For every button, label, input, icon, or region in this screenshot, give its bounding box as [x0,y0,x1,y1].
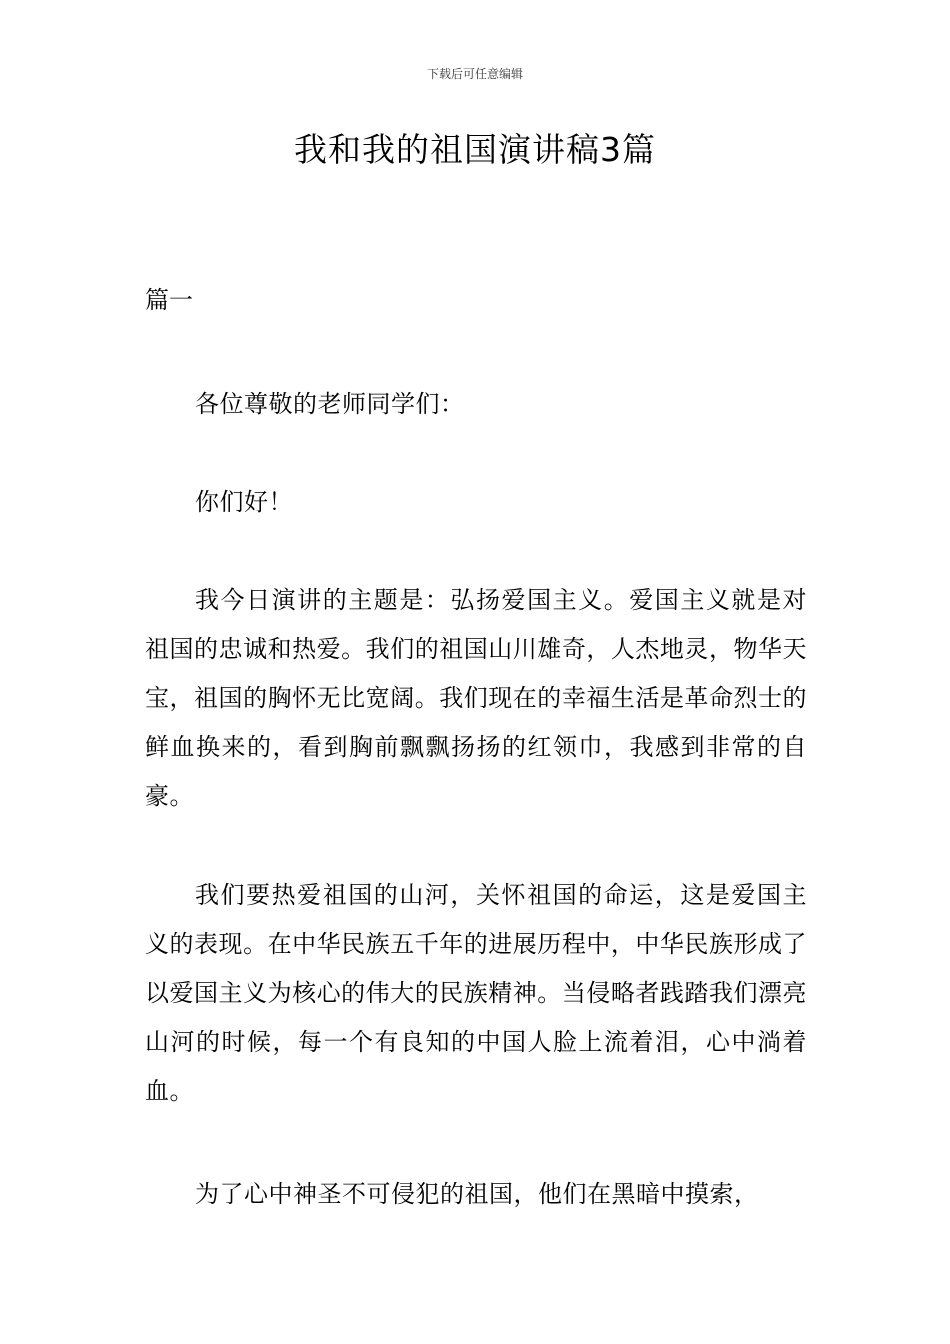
body-paragraph: 为了心中神圣不可侵犯的祖国，他们在黑暗中摸索， [195,1180,759,1208]
salutation-paragraph: 你们好！ [195,488,293,516]
header-note: 下载后可任意编辑 [426,67,523,81]
body-paragraph: 我们要热爱祖国的山河，关怀祖国的命运，这是爱国主义的表现。在中华民族五千年的进展历程中，中华民族形成了以爱国主义为核心的伟大的民族精神。当侵略者践踏我们漂亮山河的时候，每一个有良知的中国人脸上流着泪，心中淌着血。 [145,881,807,1105]
section-label: 篇一 [145,286,193,314]
document-title: 我和我的祖国演讲稿3篇 [294,130,656,169]
greeting-paragraph: 各位尊敬的老师同学们： [195,390,465,418]
body-paragraph: 我今日演讲的主题是：弘扬爱国主义。爱国主义就是对祖国的忠诚和热爱。我们的祖国山川雄奇，人杰地灵，物华天宝，祖国的胸怀无比宽阔。我们现在的幸福生活是革命烈士的鲜血换来的，看到胸前飘飘扬扬的红领巾，我感到非常的自豪。 [145,586,807,810]
